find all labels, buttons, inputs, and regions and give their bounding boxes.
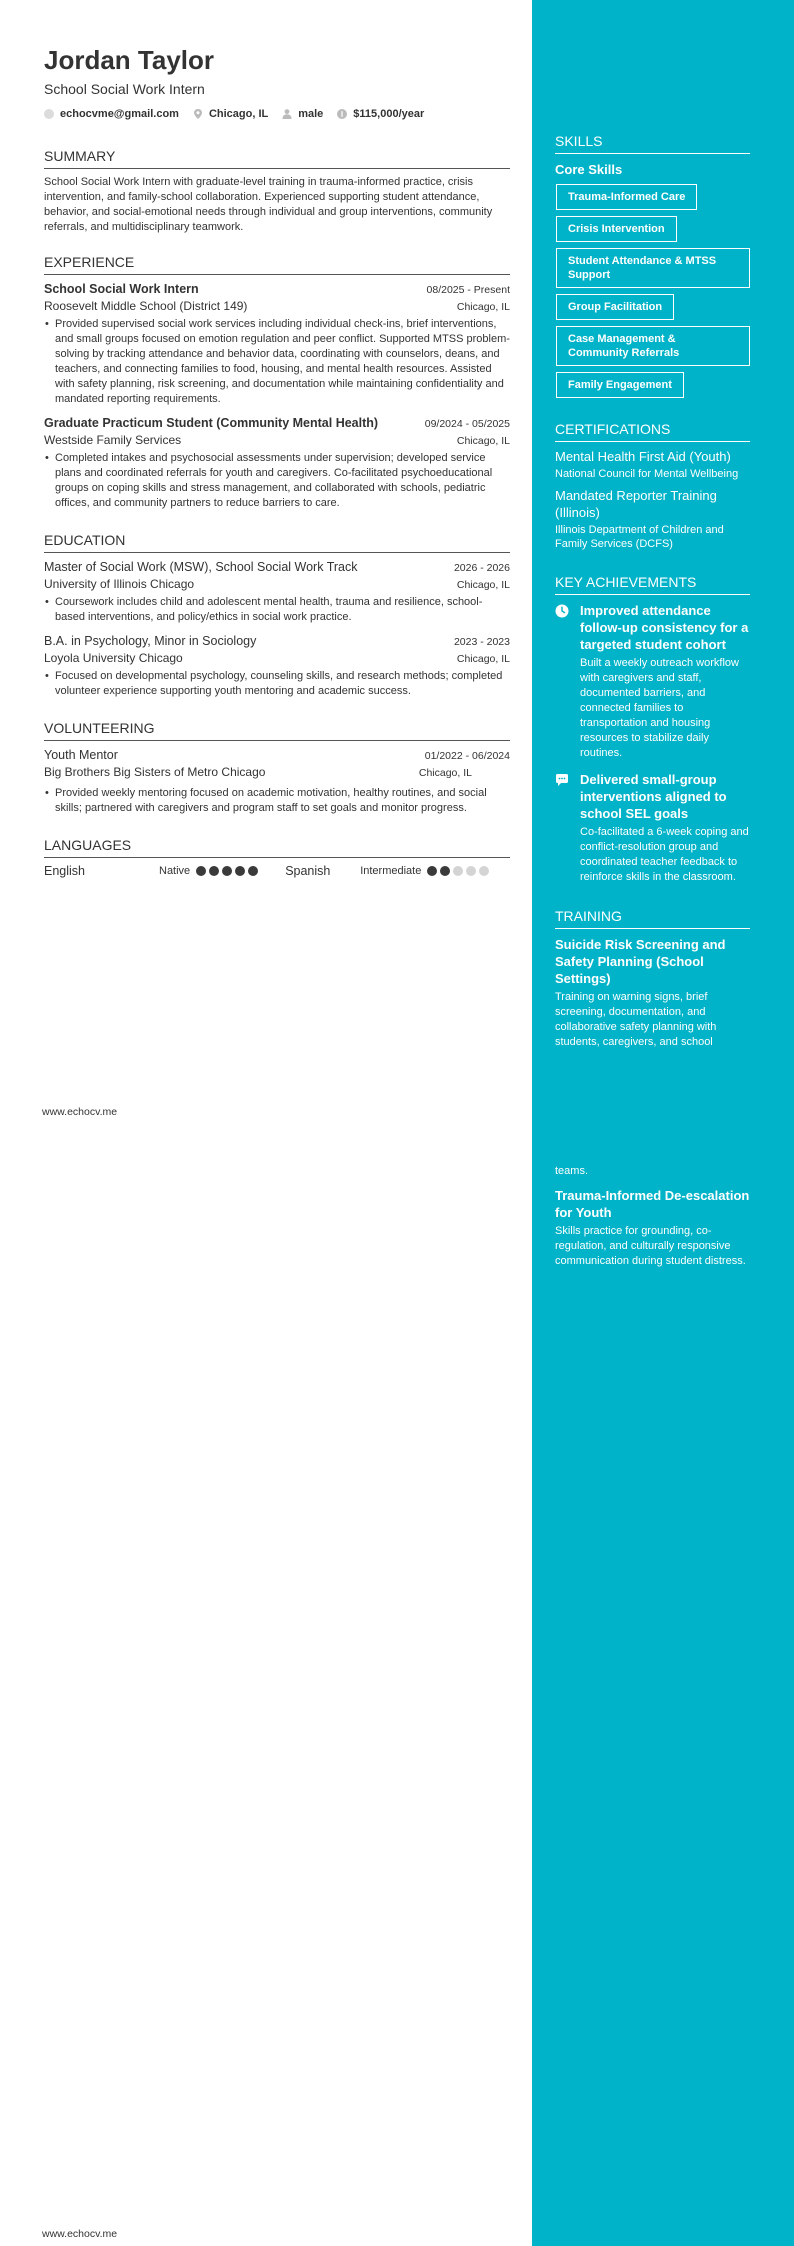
training-desc: Skills practice for grounding, co-regulation, and culturally responsive communication during student distress. — [555, 1225, 746, 1267]
location-pin-icon — [193, 109, 203, 119]
degree: Master of Social Work (MSW), School Social Work Track — [44, 560, 358, 574]
job-org: Roosevelt Middle School (District 149) — [44, 299, 248, 313]
achievement-title: Delivered small-group interventions aligned to school SEL goals — [580, 772, 727, 821]
achievement-desc: Built a weekly outreach workflow with caregivers and staff, documented barriers, and connected families to transportation and housing resources to stabilize daily routines. — [580, 657, 739, 759]
certifications-section — [555, 420, 750, 551]
certification-org: Illinois Department of Children and Family Services (DCFS) — [555, 524, 724, 550]
achievement-item — [555, 771, 750, 885]
mail-icon — [44, 109, 54, 119]
contact-location — [193, 106, 268, 122]
language-name: Spanish — [285, 864, 331, 878]
training-title: Suicide Risk Screening and Safety Planning (School Settings) — [555, 937, 726, 986]
money-icon — [337, 109, 347, 119]
bullet-item: • Provided weekly mentoring focused on academic motivation, healthy routines, and social skills; partnered with caregivers and program staff to set goals and monitor progress. — [44, 786, 510, 816]
skills-section — [555, 132, 750, 398]
language-rating — [196, 866, 261, 876]
footer-url[interactable]: www.echocv.me — [42, 2228, 118, 2240]
section-title-achievements: KEY ACHIEVEMENTS — [555, 573, 750, 595]
section-title-skills: SKILLS — [555, 132, 750, 154]
bullet-item: • Completed intakes and psychosocial assessments under supervision; developed service plans and coordinated referrals for youth and caregivers. Co-facilitated psychoeducational groups on coping skills and stress management, and collaborated with schools, pediatric offices, and community partners to reduce barriers to care. — [44, 451, 510, 511]
volunteer-location: Chicago, IL — [418, 767, 472, 779]
achievements-section — [555, 573, 750, 885]
skills-list — [555, 184, 750, 398]
training-continued — [555, 1164, 750, 1269]
chat-icon — [555, 773, 569, 787]
skill-tag: Family Engagement — [556, 372, 684, 398]
summary-text: School Social Work Intern with graduate-level training in trauma-informed practice, crisis intervention, and family-school collaboration. Experienced supporting student attendance, behavior, and social-emotional needs through individual and group interventions, community referrals, and multidisciplinary teamwork. — [44, 176, 493, 233]
volunteer-dates: 01/2022 - 06/2024 — [424, 750, 510, 762]
certification-item — [555, 448, 750, 481]
contact-gender — [282, 106, 323, 122]
rating-dot — [248, 866, 258, 876]
school: University of Illinois Chicago — [44, 577, 195, 591]
skill-tag: Group Facilitation — [556, 294, 674, 320]
summary-section — [44, 147, 510, 235]
training-title: Trauma-Informed De-escalation for Youth — [555, 1188, 750, 1220]
job-location: Chicago, IL — [456, 301, 510, 313]
volunteer-org: Big Brothers Big Sisters of Metro Chicago — [44, 765, 266, 779]
certification-item — [555, 487, 750, 551]
certification-name: Mandated Reporter Training (Illinois) — [555, 488, 717, 520]
job-dates: 09/2024 - 05/2025 — [424, 418, 510, 430]
language-level: Native — [159, 865, 191, 877]
languages-row — [44, 864, 510, 878]
education-section — [44, 531, 510, 699]
gender-text: male — [298, 108, 324, 120]
languages-section — [44, 836, 510, 878]
rating-dot — [466, 866, 476, 876]
job-role: School Social Work Intern — [44, 282, 199, 296]
edu-dates: 2023 - 2023 — [453, 636, 510, 648]
degree: B.A. in Psychology, Minor in Sociology — [44, 634, 257, 648]
bullet-item: • Coursework includes child and adolescent mental health, trauma and resilience, school-based interventions, and policy/ethics in social work practice. — [44, 595, 510, 625]
footer-url[interactable]: www.echocv.me — [42, 1106, 118, 1118]
edu-bullets — [44, 595, 510, 625]
language-rating — [427, 866, 492, 876]
bullet-item: • Focused on developmental psychology, counseling skills, and research methods; completed volunteer experience supporting youth mentoring and academic success. — [44, 669, 510, 699]
volunteer-role: Youth Mentor — [44, 748, 118, 762]
rating-dot — [222, 866, 232, 876]
candidate-title: School Social Work Intern — [44, 81, 205, 97]
volunteering-section — [44, 719, 510, 816]
training-desc: Training on warning signs, brief screening, documentation, and collaborative safety planning with students, caregivers, and school — [555, 991, 717, 1048]
candidate-name: Jordan Taylor — [44, 45, 215, 75]
skill-tag: Trauma-Informed Care — [556, 184, 697, 210]
job-dates: 08/2025 - Present — [426, 284, 510, 296]
section-title-volunteering: VOLUNTEERING — [44, 719, 510, 741]
achievement-item — [555, 602, 750, 761]
job-bullets — [44, 317, 510, 407]
education-entry — [44, 559, 510, 625]
contact-email[interactable] — [44, 106, 179, 122]
rating-dot — [453, 866, 463, 876]
section-title-education: EDUCATION — [44, 531, 510, 553]
rating-dot — [235, 866, 245, 876]
section-title-experience: EXPERIENCE — [44, 253, 510, 275]
job-location: Chicago, IL — [456, 435, 510, 447]
section-title-training: TRAINING — [555, 907, 750, 929]
skill-tag: Case Management & Community Referrals — [556, 326, 750, 366]
certification-name: Mental Health First Aid (Youth) — [555, 449, 731, 464]
edu-dates: 2026 - 2026 — [453, 562, 510, 574]
job-role: Graduate Practicum Student (Community Mental Health) — [44, 416, 379, 430]
contact-salary — [337, 106, 424, 122]
sidebar — [555, 132, 750, 1050]
edu-location: Chicago, IL — [456, 579, 510, 591]
language-level: Intermediate — [360, 865, 422, 877]
training-item — [555, 1187, 750, 1269]
section-title-certifications: CERTIFICATIONS — [555, 420, 750, 442]
edu-bullets — [44, 669, 510, 699]
volunteering-entry — [44, 747, 510, 816]
person-icon — [282, 109, 292, 119]
certification-org: National Council for Mental Wellbeing — [555, 468, 739, 480]
achievement-desc: Co-facilitated a 6-week coping and conflict-resolution group and coordinated teacher feedback to reinforce skills in the classroom. — [580, 826, 749, 883]
section-title-summary: SUMMARY — [44, 147, 510, 169]
skill-tag: Student Attendance & MTSS Support — [556, 248, 750, 288]
job-org: Westside Family Services — [44, 433, 182, 447]
main-column — [44, 44, 510, 878]
volunteer-bullets — [44, 786, 510, 816]
email-text: echocvme@gmail.com — [60, 108, 179, 120]
rating-dot — [209, 866, 219, 876]
education-entry — [44, 633, 510, 699]
training-section — [555, 907, 750, 1050]
language-name: English — [44, 864, 85, 878]
skills-group-title: Core Skills — [555, 162, 623, 177]
achievement-title: Improved attendance follow-up consistency for a targeted student cohort — [580, 603, 749, 652]
bullet-item: • Provided supervised social work services including individual check-ins, brief interventions, and small groups focused on emotion regulation and peer conflict. Supported MTSS problem-solving by tracking attendance and behavior data, coordinating with counselors, deans, and teachers, and connecting families to food, housing, and mental health resources. Assisted with safety planning, risk screening, and documentation while maintaining confidentiality and mandated reporting requirements. — [44, 317, 510, 407]
experience-entry — [44, 415, 510, 511]
rating-dot — [440, 866, 450, 876]
section-title-languages: LANGUAGES — [44, 836, 510, 858]
rating-dot — [196, 866, 206, 876]
training-desc-continued: teams. — [555, 1165, 589, 1177]
experience-entry — [44, 281, 510, 407]
edu-location: Chicago, IL — [456, 653, 510, 665]
rating-dot — [479, 866, 489, 876]
contact-bar — [44, 106, 510, 122]
rating-dot — [427, 866, 437, 876]
experience-section — [44, 253, 510, 511]
skill-tag: Crisis Intervention — [556, 216, 677, 242]
clock-icon — [555, 604, 569, 618]
location-text: Chicago, IL — [208, 108, 269, 120]
salary-text: $115,000/year — [353, 108, 425, 120]
training-item — [555, 936, 750, 1050]
school: Loyola University Chicago — [44, 651, 183, 665]
job-bullets — [44, 451, 510, 511]
